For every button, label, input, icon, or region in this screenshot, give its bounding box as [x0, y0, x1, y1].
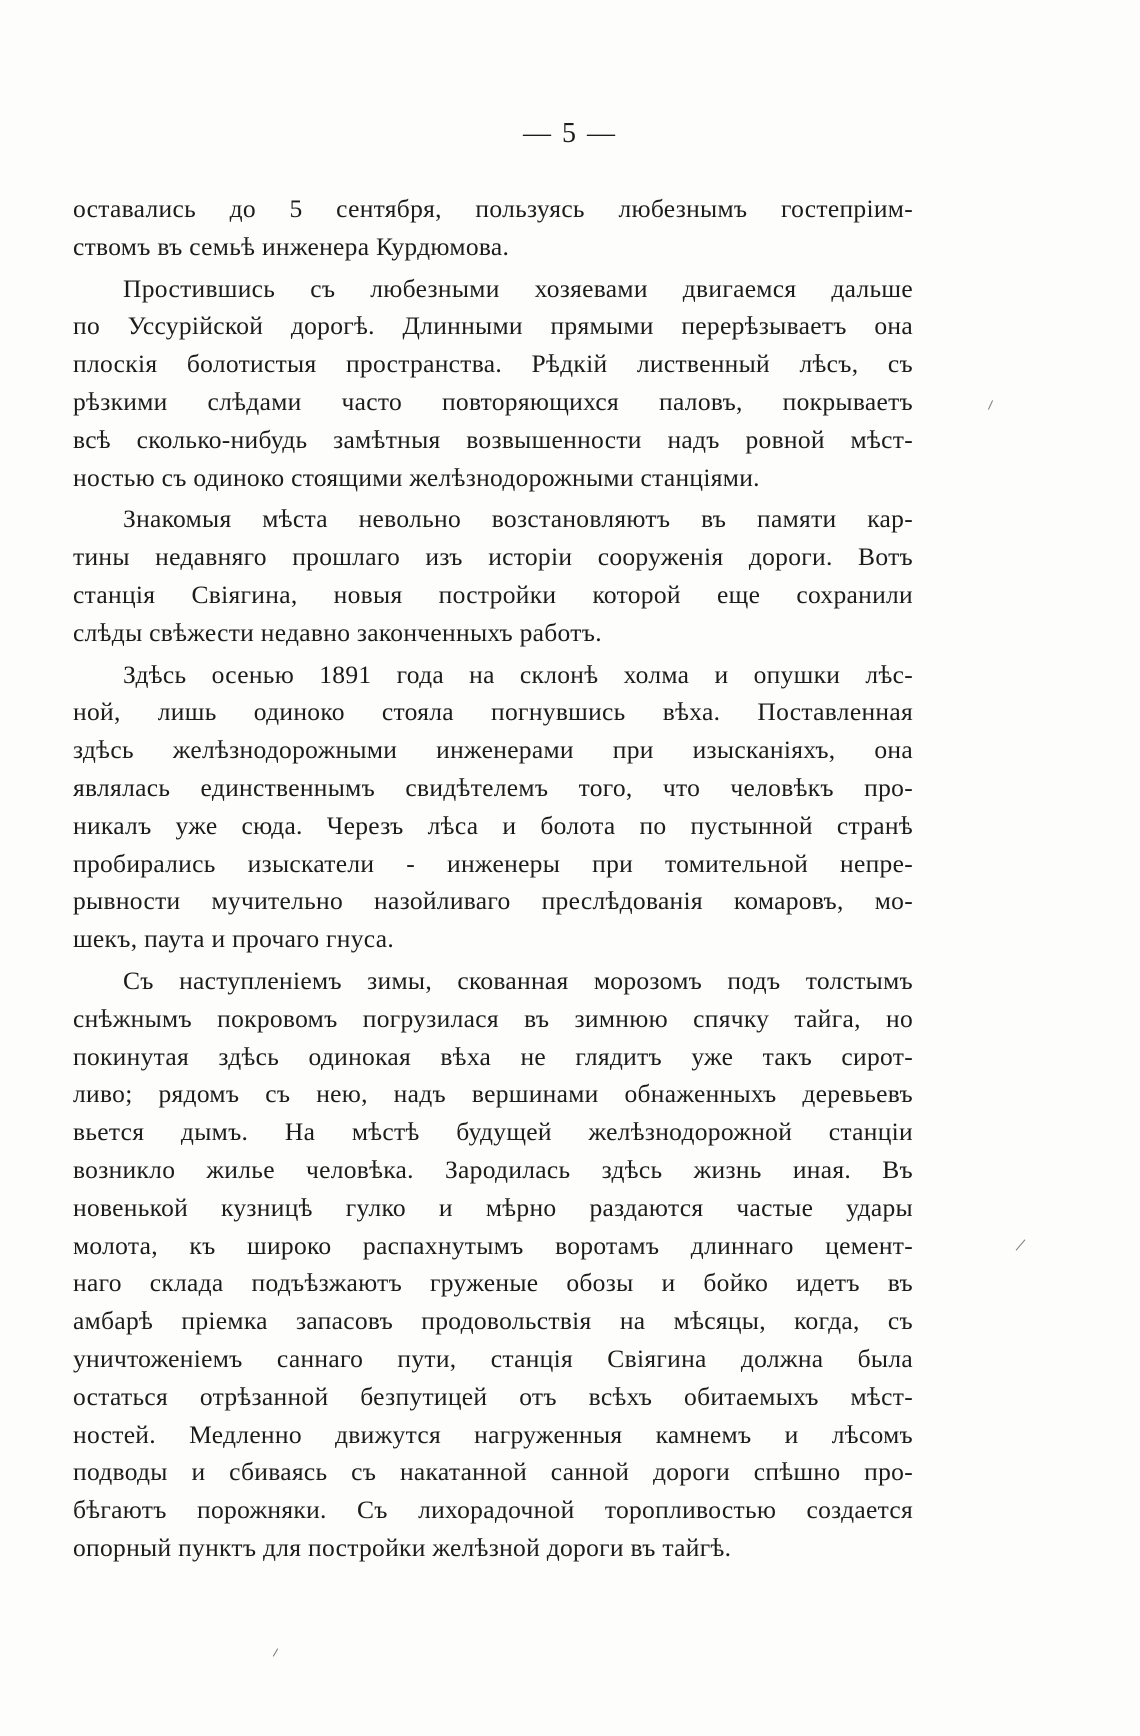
margin-mark	[1016, 1239, 1026, 1250]
text-line: остаться отрѣзанной безпутицей отъ всѣхъ обитаемыхъ мѣст-	[73, 1381, 913, 1411]
text-line: по Уссурійской дорогѣ. Длинными прямыми перерѣзываетъ она	[73, 311, 913, 341]
text-line: ливо; рядомъ съ нею, надъ вершинами обнаженныхъ деревьевъ	[73, 1079, 913, 1109]
paragraph	[73, 962, 913, 1567]
text-line: станція Свіягина, новыя постройки которой еще сохранили	[73, 579, 913, 609]
text-line: тины недавняго прошлаго изъ исторіи сооруженія дороги. Вотъ	[73, 542, 913, 572]
margin-mark	[273, 1648, 278, 1656]
text-line: рывности мучительно назойливаго преслѣдованія комаровъ, мо-	[73, 886, 913, 916]
text-line: наго склада подъѣзжаютъ груженые обозы и бойко идетъ въ	[73, 1268, 913, 1298]
text-line: плоскія болотистыя пространства. Рѣдкій лиственный лѣсъ, съ	[73, 349, 913, 379]
text-line: пробирались изыскатели - инженеры при томительной непре-	[73, 848, 913, 878]
paragraph	[73, 656, 913, 958]
text-line: здѣсь желѣзнодорожными инженерами при изысканіяхъ, она	[73, 735, 913, 765]
paragraph	[73, 190, 913, 266]
text-line: являлась единственнымъ свидѣтелемъ того, что человѣкъ про-	[73, 772, 913, 802]
text-line: Знакомыя мѣста невольно возстановляютъ въ памяти кар-	[123, 504, 913, 534]
text-line: покинутая здѣсь одинокая вѣха не глядитъ уже такъ сирот-	[73, 1041, 913, 1071]
text-line: Съ наступленіемъ зимы, скованная морозомъ подъ толстымъ	[123, 965, 913, 995]
text-line: слѣды свѣжести недавно законченныхъ работъ.	[73, 617, 602, 647]
text-line: вьется дымъ. На мѣстѣ будущей желѣзнодорожной станціи	[73, 1117, 913, 1147]
text-line: ностью съ одиноко стоящими желѣзнодорожными станціями.	[73, 462, 760, 492]
text-line: никалъ уже сюда. Черезъ лѣса и болота по пустынной странѣ	[73, 810, 913, 840]
text-line: бѣгаютъ порожняки. Съ лихорадочной торопливостью создается	[73, 1495, 913, 1525]
text-line: молота, къ широко распахнутымъ воротамъ длиннаго цемент-	[73, 1230, 913, 1260]
text-line: новенькой кузницѣ гулко и мѣрно раздаются частые удары	[73, 1192, 913, 1222]
text-line: оставались до 5 сентября, пользуясь любезнымъ гостепріим-	[73, 194, 913, 223]
body-text	[73, 190, 913, 1567]
text-line: Здѣсь осенью 1891 года на склонѣ холма и опушки лѣс-	[123, 659, 913, 689]
paragraph	[73, 270, 913, 497]
text-line: всѣ сколько-нибудь замѣтныя возвышенности надъ ровной мѣст-	[73, 424, 913, 454]
text-line: возникло жилье человѣка. Зародилась здѣсь жизнь иная. Въ	[73, 1154, 913, 1184]
margin-mark	[988, 400, 993, 409]
page-number: — 5 —	[523, 118, 617, 149]
text-line: ствомъ въ семьѣ инженера Курдюмова.	[73, 231, 510, 261]
text-line: снѣжнымъ покровомъ погрузилася въ зимнюю спячку тайга, но	[73, 1003, 913, 1033]
text-line: шекъ, паута и прочаго гнуса.	[73, 924, 395, 954]
text-line: опорный пунктъ для постройки желѣзной дороги въ тайгѣ.	[73, 1532, 732, 1562]
text-line: ной, лишь одиноко стояла погнувшись вѣха. Поставленная	[73, 697, 913, 727]
text-line: рѣзкими слѣдами часто повторяющихся паловъ, покрываетъ	[73, 386, 913, 416]
text-line: Простившись съ любезными хозяевами двигаемся дальше	[123, 273, 913, 303]
text-line: уничтоженіемъ саннаго пути, станція Свіягина должна была	[73, 1343, 913, 1373]
paragraph	[73, 500, 913, 651]
text-line: ностей. Медленно движутся нагруженныя камнемъ и лѣсомъ	[73, 1419, 913, 1449]
text-line: подводы и сбиваясь съ накатанной санной дороги спѣшно про-	[73, 1457, 913, 1487]
text-line: амбарѣ пріемка запасовъ продовольствія на мѣсяцы, когда, съ	[73, 1306, 913, 1336]
